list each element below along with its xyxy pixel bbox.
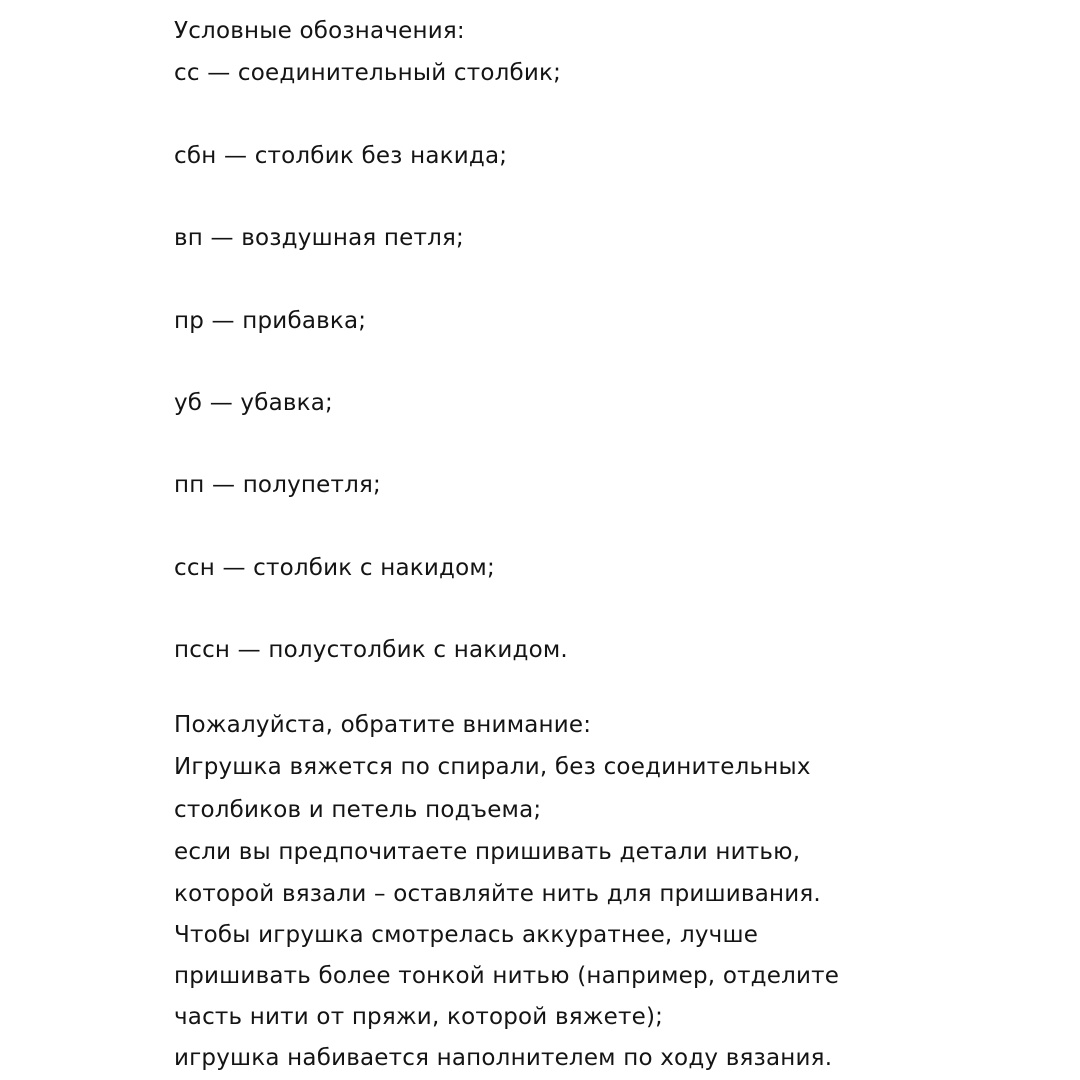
notes-line: если вы предпочитаете пришивать детали нитью, — [174, 839, 801, 865]
notes-line: пришивать более тонкой нитью (например, отделите — [174, 963, 840, 989]
notes-line: Игрушка вяжется по спирали, без соединительных — [174, 754, 811, 780]
notes-line: часть нити от пряжи, которой вяжете); — [174, 1004, 664, 1030]
legend-item-vp: вп — воздушная петля; — [174, 225, 464, 251]
notes-line: Чтобы игрушка смотрелась аккуратнее, лучше — [174, 922, 759, 948]
legend-item-sbn: сбн — столбик без накида; — [174, 143, 508, 169]
legend-item-ub: уб — убавка; — [174, 390, 333, 416]
notes-line: которой вязали – оставляйте нить для пришивания. — [174, 881, 821, 907]
legend-item-pp: пп — полупетля; — [174, 472, 381, 498]
notes-heading: Пожалуйста, обратите внимание: — [174, 712, 592, 738]
legend-item-pssn: пссн — полустолбик с накидом. — [174, 637, 568, 663]
notes-line: столбиков и петель подъема; — [174, 797, 542, 823]
legend-item-ss: сс — соединительный столбик; — [174, 60, 562, 86]
legend-item-pr: пр — прибавка; — [174, 308, 367, 334]
legend-heading: Условные обозначения: — [174, 18, 465, 44]
legend-item-ssn: ссн — столбик с накидом; — [174, 555, 495, 581]
notes-line: игрушка набивается наполнителем по ходу вязания. — [174, 1045, 833, 1071]
